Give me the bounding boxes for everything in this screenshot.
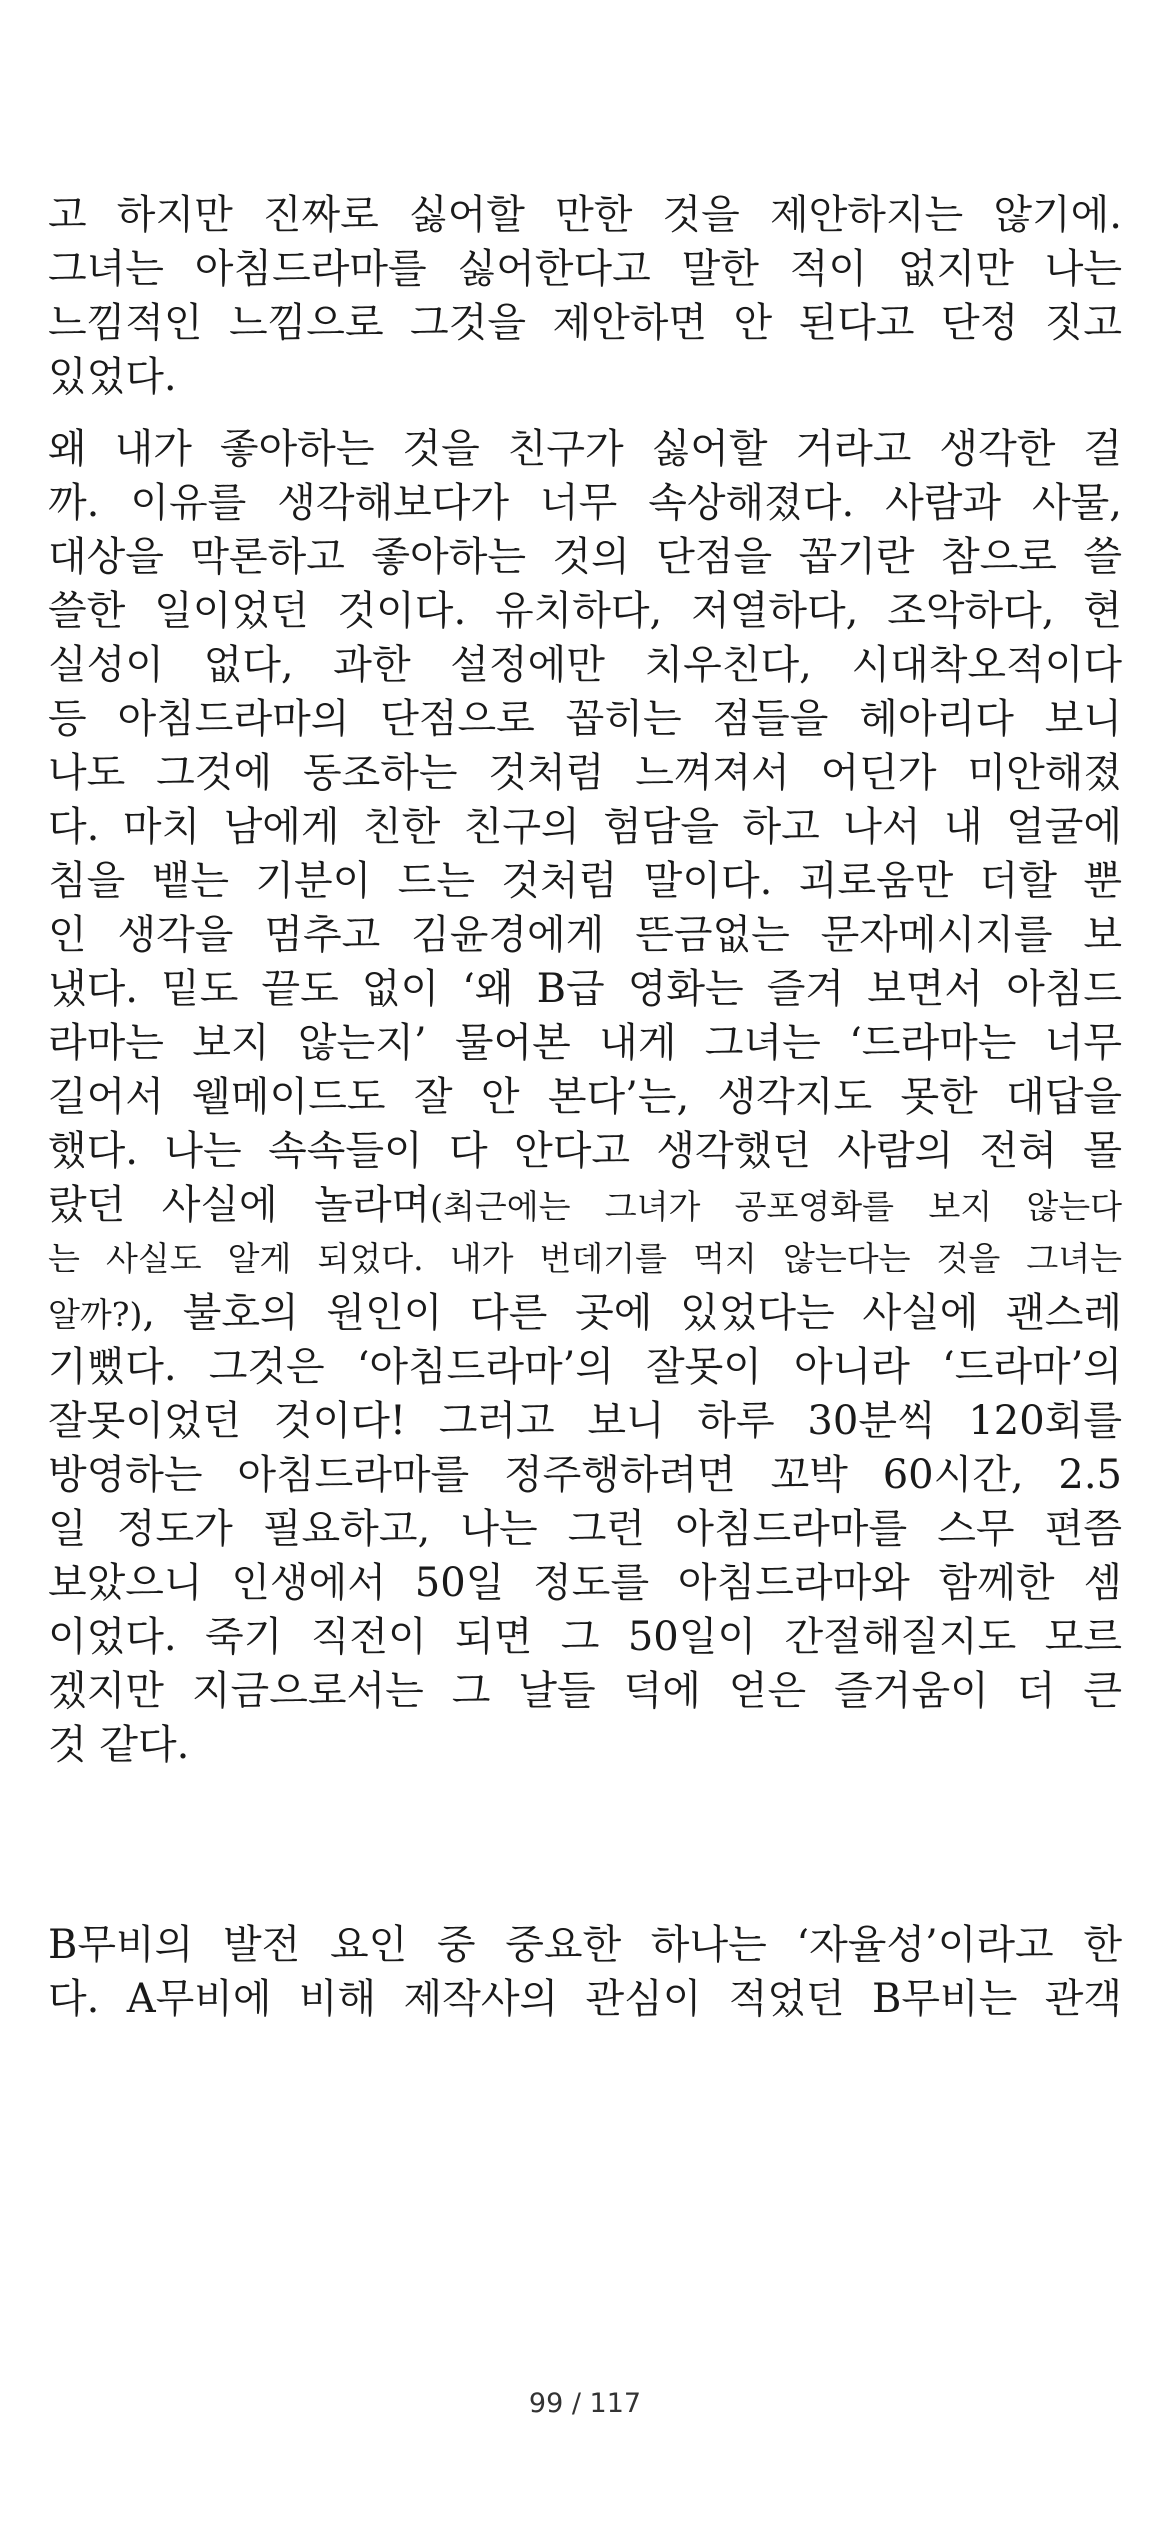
text-line: 고 하지만 진짜로 싫어할 만한 것을 제안하지는 않기에. — [48, 192, 1122, 238]
text-line: B무비의 발전 요인 중 중요한 하나는 ‘자율성’이라고 한 — [48, 1922, 1122, 1968]
text-line: 실성이 없다, 과한 설정에만 치우친다, 시대착오적이다 — [48, 642, 1122, 688]
text-line: 다. 마치 남에게 친한 친구의 험담을 하고 나서 내 얼굴에 — [48, 804, 1122, 850]
text-segment: 랐던 사실에 놀라며 — [48, 1182, 431, 1228]
text-line: 했다. 나는 속속들이 다 안다고 생각했던 사람의 전혀 몰 — [48, 1128, 1122, 1174]
page-text-body — [48, 188, 1122, 2044]
text-line: 것 같다. — [48, 1722, 190, 1768]
text-line: 일 정도가 필요하고, 나는 그런 아침드라마를 스무 편쯤 — [48, 1506, 1122, 1552]
paragraph-3 — [48, 1918, 1122, 2026]
text-line: 라마는 보지 않는지’ 물어본 내게 그녀는 ‘드라마는 너무 — [48, 1020, 1122, 1066]
text-line: 대상을 막론하고 좋아하는 것의 단점을 꼽기란 참으로 쓸 — [48, 534, 1122, 580]
text-line: 침을 뱉는 기분이 드는 것처럼 말이다. 괴로움만 더할 뿐 — [48, 858, 1122, 904]
paragraph-1 — [48, 188, 1122, 404]
text-line: 방영하는 아침드라마를 정주행하려면 꼬박 60시간, 2.5 — [48, 1452, 1122, 1498]
footnote-text: (최근에는 그녀가 공포영화를 보지 않는다 — [430, 1187, 1122, 1226]
text-line: 느낌적인 느낌으로 그것을 제안하면 안 된다고 단정 짓고 — [48, 300, 1122, 346]
text-line: 나도 그것에 동조하는 것처럼 느껴져서 어딘가 미안해졌 — [48, 750, 1122, 796]
text-line: 까. 이유를 생각해보다가 너무 속상해졌다. 사람과 사물, — [48, 480, 1122, 526]
text-line: 등 아침드라마의 단점으로 꼽히는 점들을 헤아리다 보니 — [48, 696, 1122, 742]
text-line: 다. A무비에 비해 제작사의 관심이 적었던 B무비는 관객 — [48, 1976, 1122, 2022]
page-indicator: 99 / 117 — [528, 2388, 642, 2419]
text-segment: , 불호의 원인이 다른 곳에 있었다는 사실에 괜스레 — [142, 1290, 1122, 1336]
text-line: 기뻤다. 그것은 ‘아침드라마’의 잘못이 아니라 ‘드라마’의 — [48, 1344, 1122, 1390]
text-line: 보았으니 인생에서 50일 정도를 아침드라마와 함께한 셈 — [48, 1560, 1122, 1606]
section-gap — [48, 1790, 1122, 1918]
text-line: 있었다. — [48, 354, 177, 400]
text-line: 쓸한 일이었던 것이다. 유치하다, 저열하다, 조악하다, 현 — [48, 588, 1122, 634]
text-line: 인 생각을 멈추고 김윤경에게 뜬금없는 문자메시지를 보 — [48, 912, 1122, 958]
text-line: 잘못이었던 것이다! 그러고 보니 하루 30분씩 120회를 — [48, 1398, 1122, 1444]
text-line-mixed — [48, 1178, 1122, 1232]
text-line-mixed — [48, 1286, 1122, 1340]
text-line: 겠지만 지금으로서는 그 날들 덕에 얻은 즐거움이 더 큰 — [48, 1668, 1122, 1714]
text-line: 냈다. 밑도 끝도 없이 ‘왜 B급 영화는 즐겨 보면서 아침드 — [48, 966, 1122, 1012]
paragraph-2 — [48, 422, 1122, 1772]
text-line: 이었다. 죽기 직전이 되면 그 50일이 간절해질지도 모르 — [48, 1614, 1122, 1660]
text-line: 그녀는 아침드라마를 싫어한다고 말한 적이 없지만 나는 — [48, 246, 1122, 292]
footnote-line: 는 사실도 알게 되었다. 내가 번데기를 먹지 않는다는 것을 그녀는 — [48, 1239, 1122, 1278]
text-line: 길어서 웰메이드도 잘 안 본다’는, 생각지도 못한 대답을 — [48, 1074, 1122, 1120]
text-line: 왜 내가 좋아하는 것을 친구가 싫어할 거라고 생각한 걸 — [48, 426, 1122, 472]
footnote-text: 알까?) — [48, 1295, 143, 1334]
